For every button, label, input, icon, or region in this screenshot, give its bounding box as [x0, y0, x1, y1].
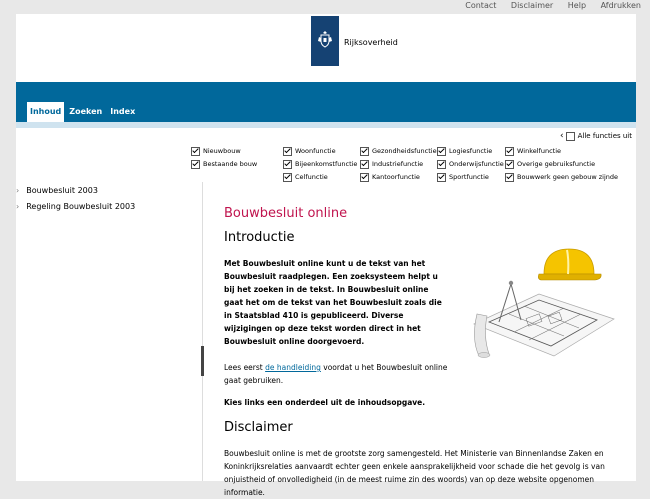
- toggle-all-label: Alle functies uit: [577, 132, 632, 140]
- tab-rule: [16, 122, 636, 128]
- checkbox[interactable]: [437, 147, 446, 156]
- filter-overige-gebruiksfunctie[interactable]: [505, 158, 618, 170]
- checkbox[interactable]: [283, 147, 292, 156]
- checkbox[interactable]: [505, 160, 514, 169]
- filter-nieuwbouw[interactable]: [191, 145, 257, 157]
- manual-text-pre: Lees eerst: [224, 363, 266, 372]
- checkbox[interactable]: [283, 173, 292, 182]
- checkbox[interactable]: [191, 147, 200, 156]
- chevron-right-icon[interactable]: ›: [16, 185, 20, 195]
- top-links: [453, 1, 641, 13]
- filter-label: Overige gebruiksfunctie: [517, 160, 596, 168]
- filter-label: Bestaande bouw: [203, 160, 258, 168]
- filter-column-3: [360, 145, 437, 184]
- checkbox[interactable]: [283, 160, 292, 169]
- filter-column-4: [437, 145, 504, 184]
- disclaimer-text: Bouwbesluit online is met de grootste zorg samengesteld. Het Ministerie van Binnenlandse Zaken en Koninkrijksrelaties aanvaardt echter geen enkele aansprakelijkheid voor schade die het gevolg is van onjuistheid of onvolledigheid (in de meest ruime zin des woords) van op deze website opgenomen informatie.: [224, 449, 605, 497]
- tab-bar: [27, 102, 140, 122]
- contact-link[interactable]: Contact: [465, 1, 497, 10]
- logo-box: [311, 16, 339, 66]
- filter-celfunctie[interactable]: [283, 171, 357, 183]
- checkbox[interactable]: [360, 173, 369, 182]
- tab-index[interactable]: Index: [110, 107, 136, 116]
- rijksoverheid-logo[interactable]: [311, 16, 406, 66]
- filter-winkelfunctie[interactable]: [505, 145, 618, 157]
- checkbox[interactable]: [437, 160, 446, 169]
- filter-label: Celfunctie: [295, 173, 328, 181]
- disclaimer-heading: Disclaimer: [224, 420, 293, 435]
- tree-item-bouwbesluit-2003[interactable]: [16, 182, 202, 198]
- manual-text-post: voordat u het Bouwbesluit online gaat gebruiken.: [224, 363, 448, 385]
- filter-label: Logiesfunctie: [449, 147, 493, 155]
- tree-item-regeling-bouwbesluit-2003[interactable]: [16, 198, 202, 214]
- checkbox[interactable]: [360, 147, 369, 156]
- choose-instruction: Kies links een onderdeel uit de inhoudsopgave.: [224, 398, 426, 407]
- main-navbar: [16, 82, 636, 122]
- checkbox[interactable]: [505, 173, 514, 182]
- filter-label: Winkelfunctie: [517, 147, 562, 155]
- tree-item-label[interactable]: Bouwbesluit 2003: [26, 185, 98, 195]
- manual-link[interactable]: de handleiding: [265, 363, 321, 372]
- tab-zoeken[interactable]: Zoeken: [69, 107, 103, 116]
- filter-woonfunctie[interactable]: [283, 145, 357, 157]
- contents-tree: [16, 182, 202, 214]
- divider-handle[interactable]: [201, 346, 204, 376]
- tree-item-label[interactable]: Regeling Bouwbesluit 2003: [26, 201, 136, 211]
- filter-label: Woonfunctie: [295, 147, 336, 155]
- print-link[interactable]: Afdrukken: [600, 1, 641, 10]
- toggle-all-functions[interactable]: [560, 131, 632, 141]
- filter-column-5: [505, 145, 618, 184]
- page: [16, 14, 636, 497]
- intro-text: Met Bouwbesluit online kunt u de tekst van het Bouwbesluit raadplegen. Een zoeksysteem helpt u bij het zoeken in de tekst. In Bouwbesluit online gaat het om de tekst van het Bouwbesluit zoals die in Staatsblad 410 is gepubliceerd. Diverse wijzigingen op deze tekst worden direct in het Bouwbesluit online doorgevoerd.: [224, 259, 442, 346]
- toggle-all-checkbox[interactable]: [566, 132, 575, 141]
- manual-paragraph: [224, 361, 454, 387]
- checkbox[interactable]: [505, 147, 514, 156]
- page-title: Bouwbesluit online: [224, 206, 348, 221]
- helmet-icon: [538, 249, 601, 280]
- pane-divider[interactable]: [202, 182, 203, 481]
- filter-bestaande-bouw[interactable]: [191, 158, 257, 170]
- filter-label: Bijeenkomstfunctie: [295, 160, 358, 168]
- filter-label: Industriefunctie: [372, 160, 424, 168]
- filter-sportfunctie[interactable]: [437, 171, 504, 183]
- disclaimer-link[interactable]: Disclaimer: [510, 1, 554, 10]
- help-link[interactable]: Help: [567, 1, 587, 10]
- intro-heading: Introductie: [224, 230, 295, 245]
- chevron-left-icon[interactable]: ‹: [560, 131, 564, 141]
- filter-column-2: [283, 145, 357, 184]
- checkbox[interactable]: [437, 173, 446, 182]
- filter-label: Sportfunctie: [449, 173, 489, 181]
- filter-industriefunctie[interactable]: [360, 158, 437, 170]
- filter-bouwwerk-geen-gebouw[interactable]: [505, 171, 618, 183]
- filter-label: Onderwijsfunctie: [449, 160, 504, 168]
- filter-label: Nieuwbouw: [203, 147, 241, 155]
- crest-icon: [317, 30, 333, 48]
- filter-label: Gezondheidsfunctie: [372, 147, 437, 155]
- filter-column-construction: [191, 145, 257, 171]
- filter-label: Bouwwerk geen gebouw zijnde: [517, 173, 618, 181]
- filter-label: Kantoorfunctie: [372, 173, 420, 181]
- tab-inhoud[interactable]: Inhoud: [27, 102, 64, 122]
- filter-logiesfunctie[interactable]: [437, 145, 504, 157]
- logo-text: Rijksoverheid: [344, 38, 398, 47]
- checkbox[interactable]: [191, 160, 200, 169]
- chevron-right-icon[interactable]: ›: [16, 201, 20, 211]
- filter-bijeenkomstfunctie[interactable]: [283, 158, 357, 170]
- filter-onderwijsfunctie[interactable]: [437, 158, 504, 170]
- checkbox[interactable]: [360, 160, 369, 169]
- filter-gezondheidsfunctie[interactable]: [360, 145, 437, 157]
- blueprint-helmet-illustration: [469, 244, 619, 364]
- filter-kantoorfunctie[interactable]: [360, 171, 437, 183]
- blueprint: [474, 294, 614, 356]
